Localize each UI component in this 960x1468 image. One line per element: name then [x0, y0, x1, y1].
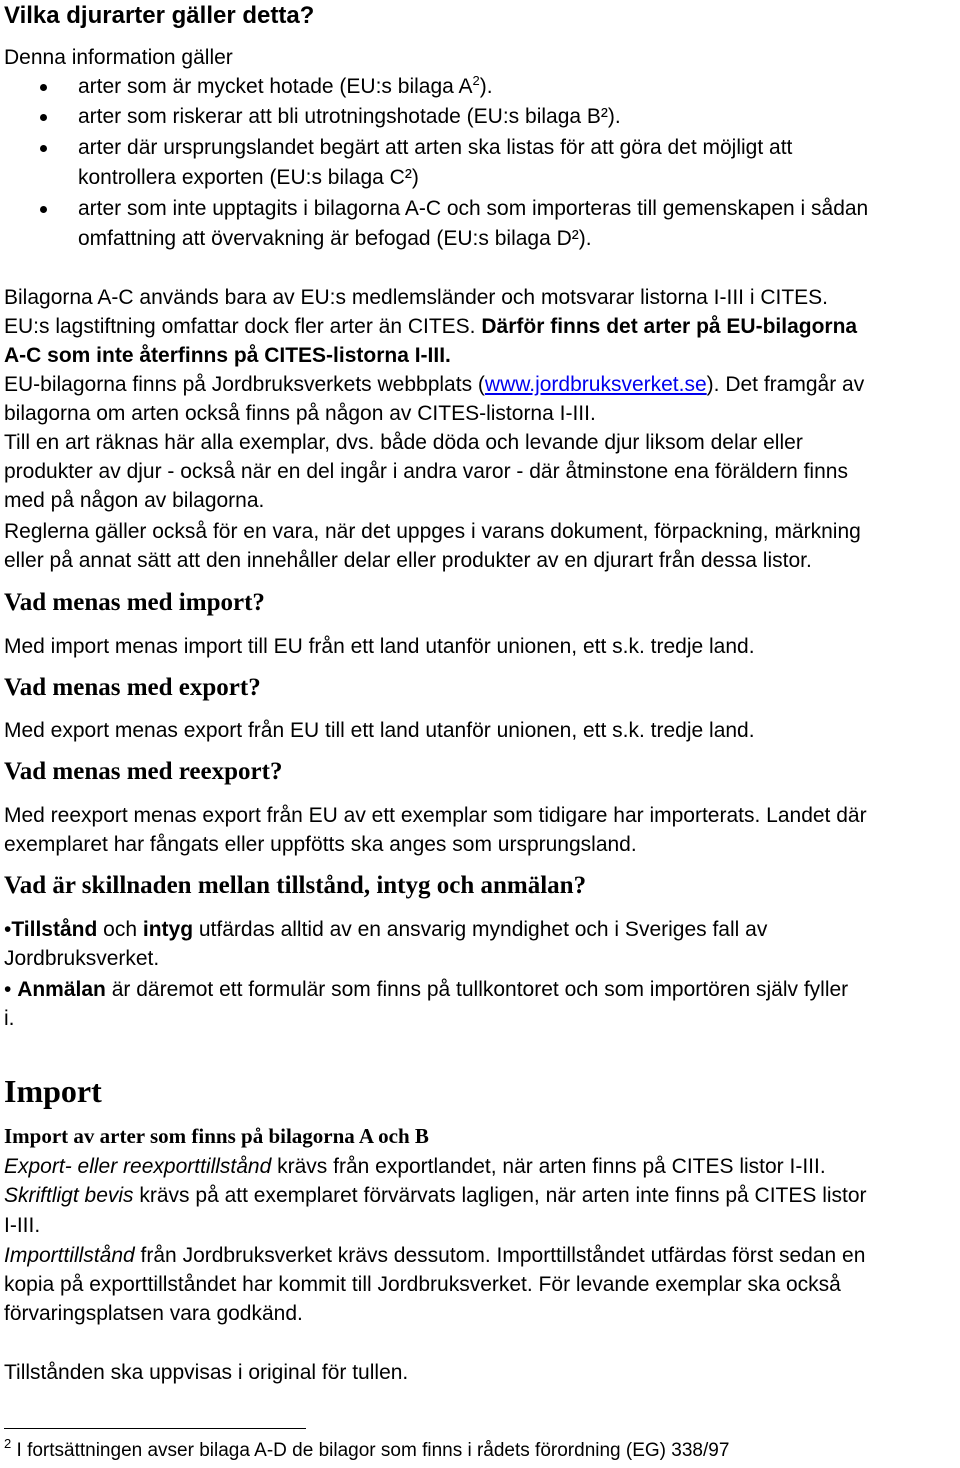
- heading-import-question: Vad menas med import?: [4, 589, 265, 616]
- list-item-text: omfattning att övervakning är befogad (EU:s bilaga D²).: [78, 227, 592, 250]
- body-line: [4, 312, 857, 341]
- emphasis-text: A-C som inte återfinns på CITES-listorna I-III.: [4, 344, 451, 367]
- body-line: [4, 1152, 826, 1181]
- body-line: [4, 975, 848, 1004]
- body-line: i.: [4, 1007, 15, 1030]
- body-line: produkter av djur - också när en del ingår i andra varor - där åtminstone ena föräldern finns: [4, 460, 848, 483]
- body-text: krävs från exportlandet, när arten finns på CITES listor I-III.: [271, 1155, 826, 1178]
- body-line: [4, 1181, 867, 1210]
- italic-term: Export- eller reexporttillstånd: [4, 1155, 272, 1178]
- body-line: [4, 915, 767, 944]
- list-item: [0, 133, 960, 193]
- list-item-text: arter som riskerar att bli utrotningshotade (EU:s bilaga B²).: [78, 105, 621, 128]
- list-item-text: kontrollera exporten (EU:s bilaga C²): [78, 166, 419, 189]
- body-text: krävs på att exemplaret förvärvats lagligen, när arten inte finns på CITES listor: [133, 1184, 867, 1207]
- body-line: exemplaret har fångats eller uppfötts ska anges som ursprungsland.: [4, 833, 637, 856]
- body-text: från Jordbruksverket krävs dessutom. Importtillståndet utfärdas först sedan en: [134, 1244, 866, 1267]
- body-line: bilagorna om arten också finns på någon av CITES-listorna I-III.: [4, 402, 596, 425]
- section-title-import: Import: [4, 1073, 102, 1109]
- heading-difference-question: Vad är skillnaden mellan tillstånd, intyg och anmälan?: [4, 872, 587, 899]
- section-heading-species: Vilka djurarter gäller detta?: [4, 2, 315, 29]
- footnote-number: 2: [4, 1436, 12, 1451]
- italic-term: Importtillstånd: [4, 1244, 135, 1267]
- list-item-text: arter som inte upptagits i bilagorna A-C och som importeras till gemenskapen i sådan: [78, 197, 869, 220]
- emphasis-text: Därför finns det arter på EU-bilagorna: [481, 315, 858, 338]
- list-item: [0, 102, 960, 132]
- list-item-text: arter som är mycket hotade (EU:s bilaga A: [78, 75, 473, 98]
- body-line: förvaringsplatsen vara godkänd.: [4, 1302, 303, 1325]
- body-text: EU:s lagstiftning omfattar dock fler arter än CITES.: [4, 315, 482, 338]
- bullet-icon: [40, 145, 47, 152]
- list-item-text-end: ).: [479, 75, 493, 98]
- emphasis-text: Tillstånd: [11, 918, 98, 941]
- body-line: Till en art räknas här alla exemplar, dvs. både döda och levande djur liksom delar eller: [4, 431, 803, 454]
- footnote-text: I fortsättningen avser bilaga A-D de bilagor som finns i rådets förordning (EG) 338/97: [11, 1440, 730, 1461]
- body-line: [4, 370, 864, 399]
- body-line: Tillstånden ska uppvisas i original för tullen.: [4, 1361, 409, 1384]
- bullet-icon: [40, 84, 47, 91]
- body-line: Med import menas import till EU från ett land utanför unionen, ett s.k. tredje land.: [4, 635, 755, 658]
- body-line: [4, 341, 451, 370]
- body-text: och: [97, 918, 143, 941]
- emphasis-text: intyg: [142, 918, 194, 941]
- jordbruksverket-link[interactable]: www.jordbruksverket.se: [484, 373, 707, 396]
- body-line: [4, 1241, 865, 1270]
- footnote-ref: 2: [472, 73, 480, 88]
- bullet-icon: •: [4, 918, 12, 941]
- body-line: Med reexport menas export från EU av ett exemplar som tidigare har importerats. Landet där: [4, 804, 867, 827]
- body-line: Med export menas export från EU till ett land utanför unionen, ett s.k. tredje land.: [4, 719, 755, 742]
- footnote-divider: [4, 1428, 306, 1429]
- body-line: Jordbruksverket.: [4, 947, 160, 970]
- body-text: utfärdas alltid av en ansvarig myndighet och i Sveriges fall av: [193, 918, 768, 941]
- italic-term: Skriftligt bevis: [4, 1184, 134, 1207]
- list-item-text: arter där ursprungslandet begärt att arten ska listas för att göra det möjligt att: [78, 136, 793, 159]
- subheading-import-ab: Import av arter som finns på bilagorna A och B: [4, 1124, 429, 1148]
- bullet-icon: •: [4, 978, 18, 1001]
- list-item: [0, 194, 960, 254]
- body-line: Bilagorna A-C används bara av EU:s medlemsländer och motsvarar listorna I-III i CITES.: [4, 286, 829, 309]
- body-line: med på någon av bilagorna.: [4, 489, 265, 512]
- list-item: [0, 72, 960, 102]
- heading-reexport-question: Vad menas med reexport?: [4, 758, 283, 785]
- heading-export-question: Vad menas med export?: [4, 674, 261, 701]
- intro-text: Denna information gäller: [4, 46, 233, 69]
- body-text: ). Det framgår av: [706, 373, 865, 396]
- emphasis-text: Anmälan: [17, 978, 106, 1001]
- footnote: [4, 1436, 730, 1462]
- body-line: I-III.: [4, 1214, 41, 1237]
- body-text: EU-bilagorna finns på Jordbruksverkets webbplats (: [4, 373, 485, 396]
- body-line: kopia på exporttillståndet har kommit till Jordbruksverket. För levande exemplar ska också: [4, 1273, 841, 1296]
- bullet-icon: [40, 206, 47, 213]
- body-line: Reglerna gäller också för en vara, när det uppges i varans dokument, förpackning, märkning: [4, 520, 861, 543]
- bullet-icon: [40, 114, 47, 121]
- body-text: är däremot ett formulär som finns på tullkontoret och som importören själv fyller: [105, 978, 849, 1001]
- body-line: eller på annat sätt att den innehåller delar eller produkter av en djurart från dessa listor.: [4, 549, 812, 572]
